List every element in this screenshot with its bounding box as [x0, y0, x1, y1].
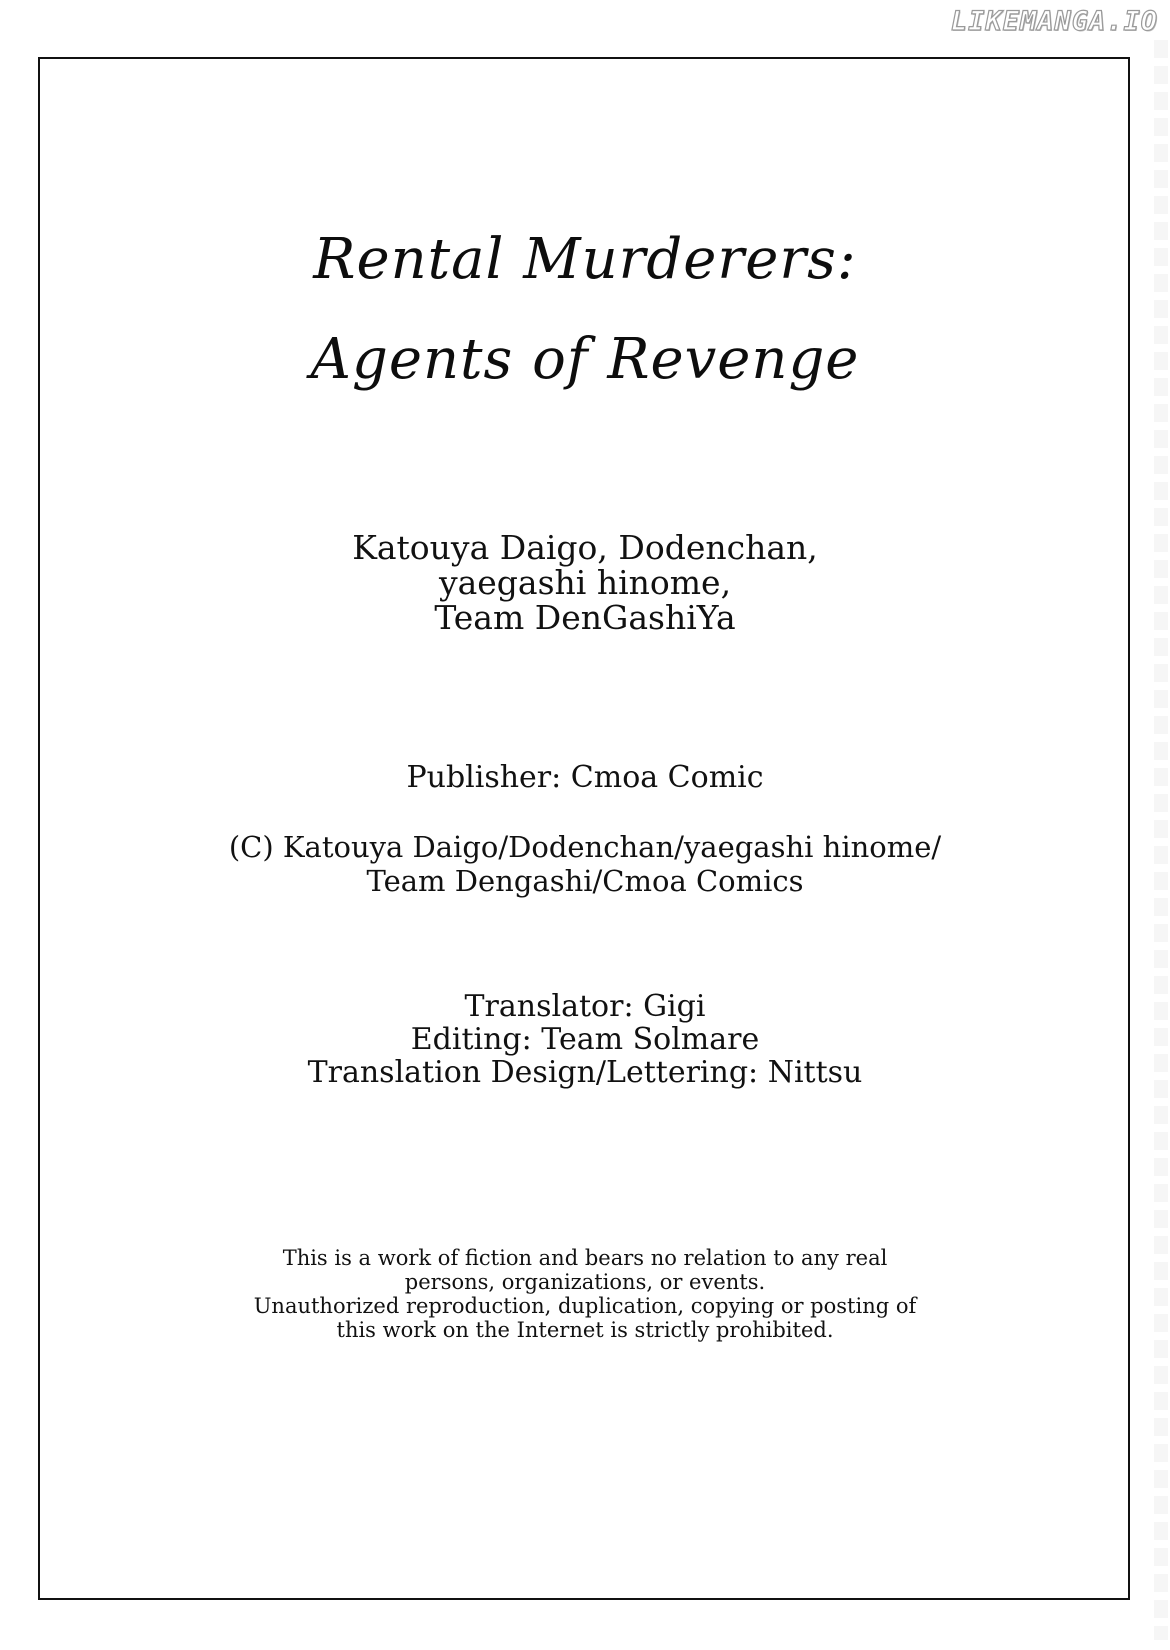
credit-editing: Editing: Team Solmare — [410, 1022, 760, 1057]
author-line-2: yaegashi hinome, — [438, 563, 732, 602]
disclaimer-line-2: persons, organizations, or events. — [404, 1270, 766, 1294]
disclaimer-line-3: Unauthorized reproduction, duplication, copying or posting of — [253, 1294, 917, 1318]
credit-translator: Translator: Gigi — [464, 989, 706, 1024]
copyright-block — [0, 830, 1170, 898]
page-title — [0, 210, 1170, 410]
author-line-1: Katouya Daigo, Dodenchan, — [352, 528, 818, 567]
title-line-2: Agents of Revenge — [310, 327, 860, 392]
copyright-line-2: Team Dengashi/Cmoa Comics — [366, 864, 804, 898]
site-watermark: LIKEMANGA.IO — [950, 6, 1158, 37]
disclaimer-line-1: This is a work of fiction and bears no relation to any real — [282, 1246, 888, 1270]
disclaimer-block — [0, 1246, 1170, 1342]
publisher-line: Publisher: Cmoa Comic — [406, 760, 764, 795]
authors-block — [0, 530, 1170, 635]
author-line-3: Team DenGashiYa — [434, 598, 736, 637]
credits-block — [0, 990, 1170, 1089]
credit-lettering: Translation Design/Lettering: Nittsu — [307, 1055, 863, 1090]
title-line-1: Rental Murderers: — [313, 227, 857, 292]
copyright-line-1: (C) Katouya Daigo/Dodenchan/yaegashi hinome/ — [228, 830, 942, 864]
disclaimer-line-4: this work on the Internet is strictly prohibited. — [336, 1318, 834, 1342]
